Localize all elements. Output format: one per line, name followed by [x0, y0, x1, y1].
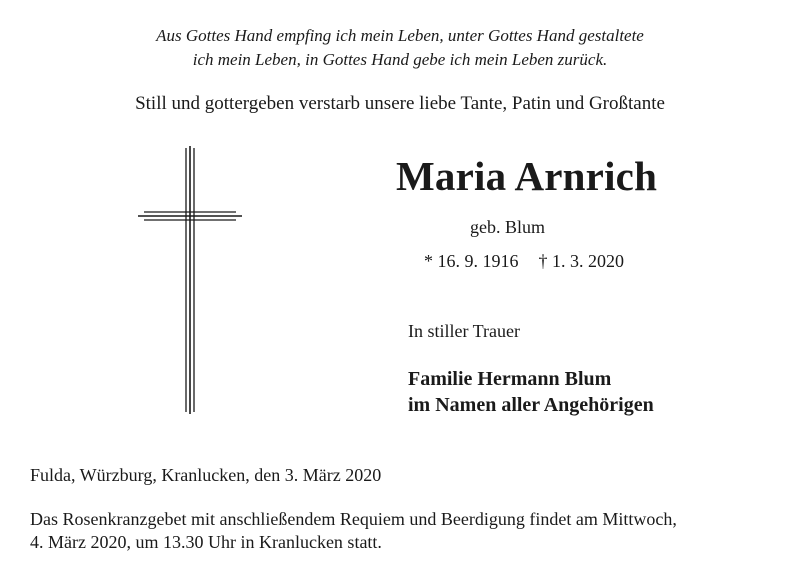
motto-quote: [0, 24, 800, 72]
maiden-name: geb. Blum: [470, 217, 545, 237]
place-and-date: Fulda, Würzburg, Kranlucken, den 3. März 2020: [30, 465, 382, 485]
notice-line-1: Das Rosenkranzgebet mit anschließendem Requiem und Beerdigung findet am Mittwoch,: [30, 509, 677, 529]
family-line-1: Familie Hermann Blum: [408, 368, 612, 390]
funeral-notice: [30, 508, 780, 554]
intro-text: Still und gottergeben verstarb unsere liebe Tante, Patin und Großtante: [135, 93, 665, 114]
cross-icon: [130, 146, 250, 416]
mourning-text: In stiller Trauer: [408, 321, 520, 341]
death-date: † 1. 3. 2020: [538, 251, 624, 271]
notice-line-2: 4. März 2020, um 13.30 Uhr in Kranlucken statt.: [30, 532, 382, 552]
family-line-2: im Namen aller Angehörigen: [408, 394, 654, 416]
birth-date: * 16. 9. 1916: [424, 251, 519, 271]
deceased-name: Maria Arnrich: [396, 153, 658, 199]
motto-line-2: ich mein Leben, in Gottes Hand gebe ich mein Leben zurück.: [192, 50, 608, 69]
motto-line-1: Aus Gottes Hand empfing ich mein Leben, unter Gottes Hand gestaltete: [156, 26, 644, 45]
family-signature: [408, 366, 654, 418]
life-dates: [424, 250, 624, 272]
